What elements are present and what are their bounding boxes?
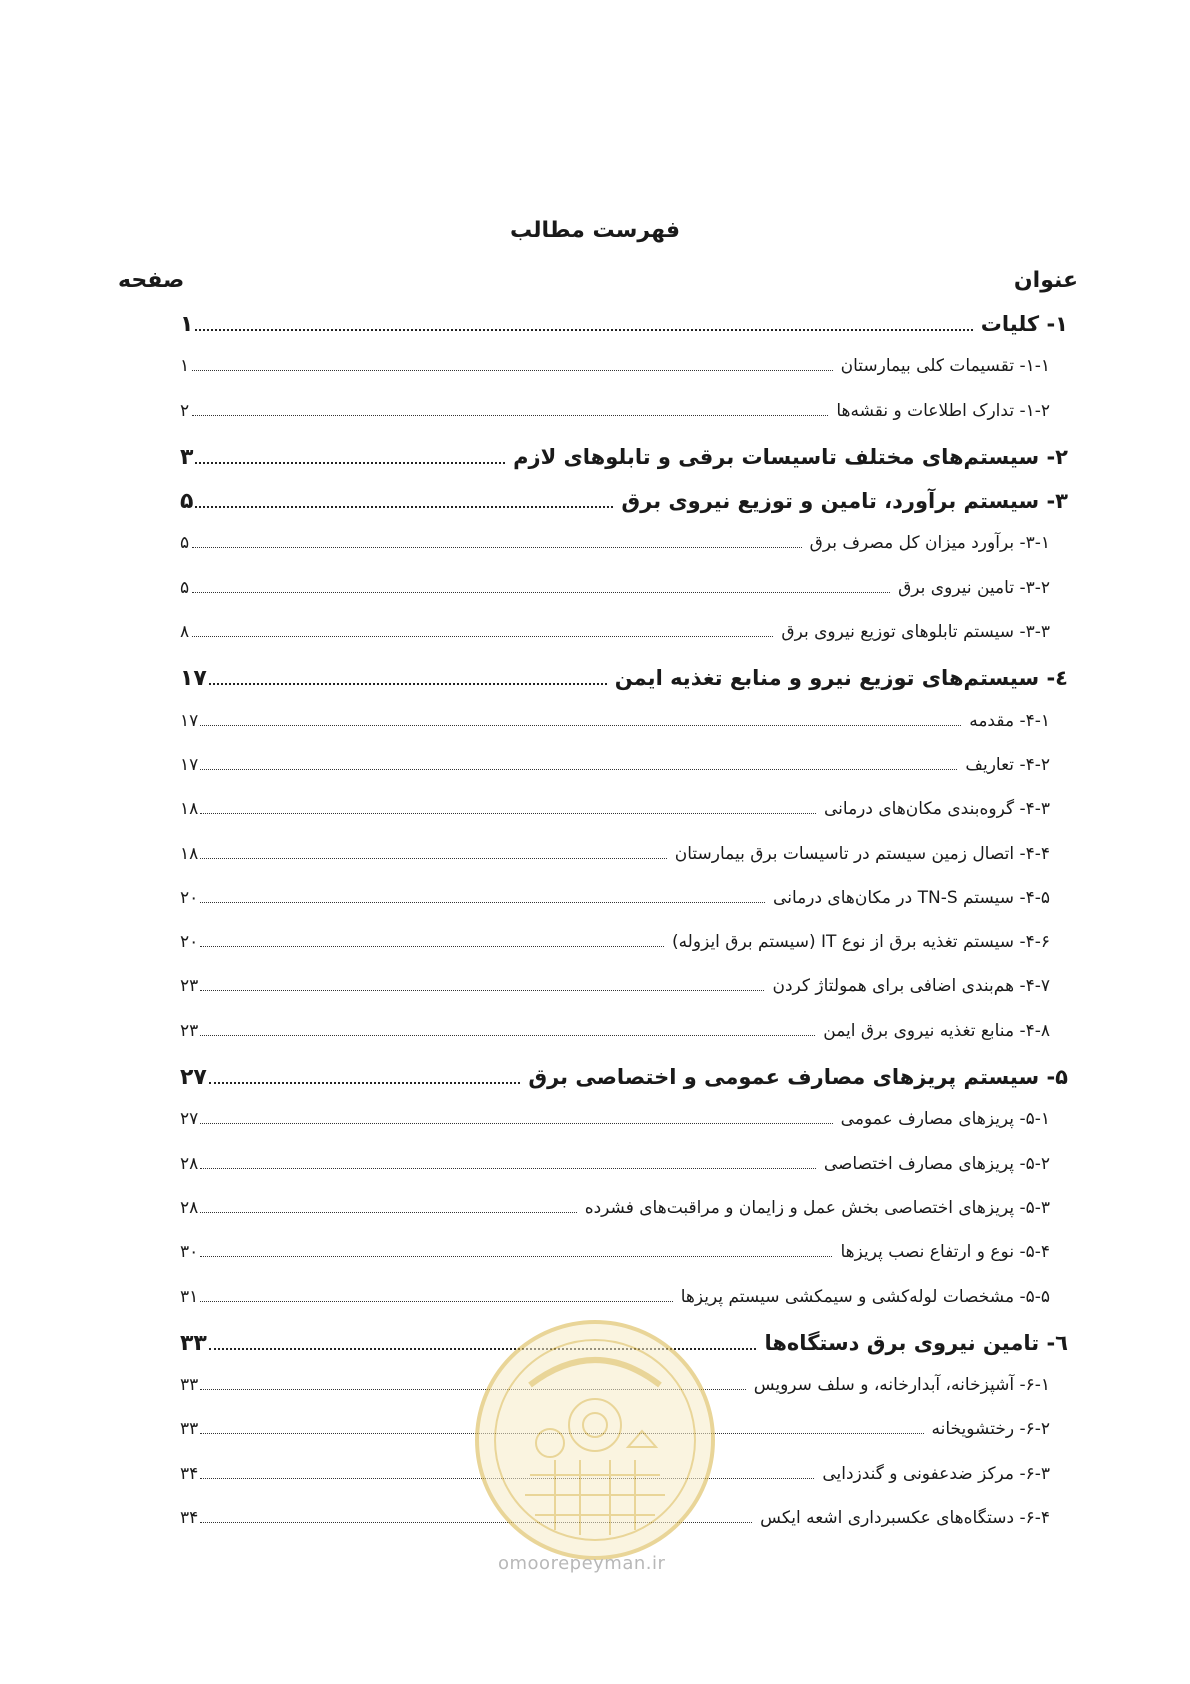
toc-section-row[interactable] [180, 344, 1068, 388]
toc-entry-title: ۴-۸- منابع تغذیه نیروی برق ایمن [823, 1020, 1050, 1041]
dot-leader [200, 1168, 816, 1169]
dot-leader [200, 1256, 832, 1257]
toc-section-row[interactable] [180, 1230, 1068, 1274]
dot-leader [195, 462, 505, 464]
toc-entry-title: ۱-۱- تقسیمات کلی بیمارستان [840, 356, 1050, 377]
dot-leader [192, 547, 802, 548]
toc-entry-title: ۱- کلیات [980, 312, 1068, 336]
toc-page-number: ۲۳ [180, 976, 199, 997]
toc-section-row[interactable] [180, 787, 1068, 831]
dot-leader [200, 769, 957, 770]
toc-section-row[interactable] [180, 743, 1068, 787]
dot-leader [200, 990, 764, 991]
toc-section-row[interactable] [180, 389, 1068, 433]
toc-entry-title: ۳-۳- سیستم تابلوهای توزیع نیروی برق [781, 622, 1050, 643]
toc-page-number: ۲ [180, 400, 190, 421]
toc-entry-title: ۶-۴- دستگاه‌های عکسبرداری اشعه ایکس [760, 1508, 1050, 1529]
toc-entry-title: ۶-۱- آشپزخانه، آبدارخانه، و سلف سرویس [753, 1375, 1050, 1396]
toc-section-row[interactable] [180, 610, 1068, 654]
toc-entry-title: ۴-۷- هم‌بندی اضافی برای همولتاژ کردن [772, 976, 1050, 997]
toc-page-number: ۵ [180, 533, 190, 554]
toc-page-number: ۱۷ [180, 710, 199, 731]
toc-page-number: ۳۰ [180, 1242, 199, 1263]
toc-chapter-row[interactable] [180, 433, 1068, 477]
dot-leader [200, 813, 816, 814]
toc-section-row[interactable] [180, 1142, 1068, 1186]
page-column-header: صفحه [118, 268, 185, 293]
toc-section-row[interactable] [180, 566, 1068, 610]
toc-entry-title: ۴-۴- اتصال زمین سیستم در تاسیسات برق بیمارستان [674, 843, 1050, 864]
toc-entry-title: ۱-۲- تدارک اطلاعات و نقشه‌ها [836, 400, 1050, 421]
toc-page-number: ۲۳ [180, 1020, 199, 1041]
dot-leader [192, 370, 833, 371]
toc-page-number: ۱۷ [180, 666, 207, 692]
toc-page-number: ۱۸ [180, 843, 199, 864]
toc-entry-title: ۴-۵- سیستم TN-S در مکان‌های درمانی [773, 887, 1050, 908]
toc-page-number: ۱ [180, 312, 194, 337]
toc-entry-title: ۳-۲- تامین نیروی برق [898, 577, 1050, 598]
toc-page-number: ۲۰ [180, 932, 199, 953]
title-column-header: عنوان [1013, 268, 1078, 293]
toc-page-number: ۳۳ [180, 1419, 199, 1440]
toc-entry-title: ۲- سیستم‌های مختلف تاسیسات برقی و تابلوهای لازم [513, 444, 1068, 469]
dot-leader [200, 725, 961, 726]
dot-leader [192, 636, 773, 637]
toc-page-number: ۲۸ [180, 1197, 199, 1218]
toc-page-number: ۲۸ [180, 1153, 199, 1174]
toc-page-number: ۵ [180, 577, 190, 598]
toc-page-number: ۲۷ [180, 1109, 199, 1130]
toc-page-number: ۱۷ [180, 754, 199, 775]
toc-entry-title: ۴-۱- مقدمه [969, 710, 1050, 731]
dot-leader [192, 592, 890, 593]
toc-section-row[interactable] [180, 699, 1068, 743]
toc-entry-title: ۳-۱- برآورد میزان کل مصرف برق [809, 533, 1050, 554]
watermark-logo [470, 1315, 720, 1565]
dot-leader [200, 1301, 672, 1302]
toc-chapter-row[interactable] [180, 1053, 1068, 1097]
toc-page-number: ۲۷ [180, 1065, 207, 1091]
toc-section-row[interactable] [180, 1097, 1068, 1141]
dot-leader [209, 1082, 520, 1084]
toc-entry-title: ۴-۶- سیستم تغذیه برق از نوع IT (سیستم برق ایزوله) [671, 932, 1050, 953]
toc-page-number: ۳۴ [180, 1463, 199, 1484]
toc-entry-title: ۵-۲- پریزهای مصارف اختصاصی [823, 1153, 1050, 1174]
toc-section-row[interactable] [180, 964, 1068, 1008]
dot-leader [200, 1212, 576, 1213]
toc-page-number: ۸ [180, 622, 190, 643]
toc-page-number: ۵ [180, 489, 194, 515]
toc-section-row[interactable] [180, 832, 1068, 876]
toc-chapter-row[interactable] [180, 654, 1068, 698]
toc-chapter-row[interactable] [180, 477, 1068, 521]
toc-entry-title: ۴-۲- تعاریف [965, 754, 1050, 775]
dot-leader [200, 902, 765, 903]
toc-entry-title: ۵- سیستم پریزهای مصارف عمومی و اختصاصی برق [528, 1065, 1068, 1090]
dot-leader [200, 858, 666, 859]
toc-entry-title: ٦- تامین نیروی برق دستگاه‌ها [764, 1330, 1068, 1355]
toc-entry-title: ۶-۳- مرکز ضدعفونی و گندزدایی [822, 1463, 1050, 1484]
toc-chapter-row[interactable] [180, 300, 1068, 344]
toc-entry-title: ۵-۴- نوع و ارتفاع نصب پریزها [840, 1242, 1050, 1263]
toc-page-number: ۲۰ [180, 887, 199, 908]
toc-section-row[interactable] [180, 1009, 1068, 1053]
toc-section-row[interactable] [180, 1275, 1068, 1319]
toc-page-number: ۱ [180, 356, 190, 377]
toc-page-number: ۳۳ [180, 1375, 199, 1396]
toc-entry-title: ۵-۳- پریزهای اختصاصی بخش عمل و زایمان و مراقبت‌های فشرده [584, 1197, 1050, 1218]
dot-leader [200, 946, 664, 947]
toc-section-row[interactable] [180, 920, 1068, 964]
toc-page-number: ۳ [180, 444, 194, 470]
dot-leader [195, 329, 972, 331]
toc-section-row[interactable] [180, 876, 1068, 920]
toc-entry-title: ۵-۵- مشخصات لوله‌کشی و سیمکشی سیستم پریزها [680, 1286, 1050, 1307]
watermark-url: omoorepeyman.ir [498, 1553, 666, 1574]
toc-page-number: ۱۸ [180, 799, 199, 820]
toc-title: فهرست مطالب [509, 218, 681, 243]
dot-leader [200, 1035, 815, 1036]
dot-leader [209, 683, 607, 685]
toc-page-number: ۳۱ [180, 1286, 199, 1307]
toc-entry-title: ۵-۱- پریزهای مصارف عمومی [840, 1109, 1050, 1130]
toc-entry-title: ۴-۳- گروه‌بندی مکان‌های درمانی [823, 799, 1050, 820]
toc-entry-title: ٤- سیستم‌های توزیع نیرو و منابع تغذیه ایمن [614, 666, 1068, 691]
toc-entry-title: ۶-۲- رختشویخانه [931, 1419, 1050, 1440]
dot-leader [192, 415, 828, 416]
toc-entry-title: ۳- سیستم برآورد، تامین و توزیع نیروی برق [621, 489, 1068, 514]
dot-leader [195, 506, 613, 508]
dot-leader [200, 1123, 832, 1124]
toc-section-row[interactable] [180, 521, 1068, 565]
toc-page-number: ۳۳ [180, 1330, 207, 1356]
toc-section-row[interactable] [180, 1186, 1068, 1230]
toc-page-number: ۳۴ [180, 1508, 199, 1529]
